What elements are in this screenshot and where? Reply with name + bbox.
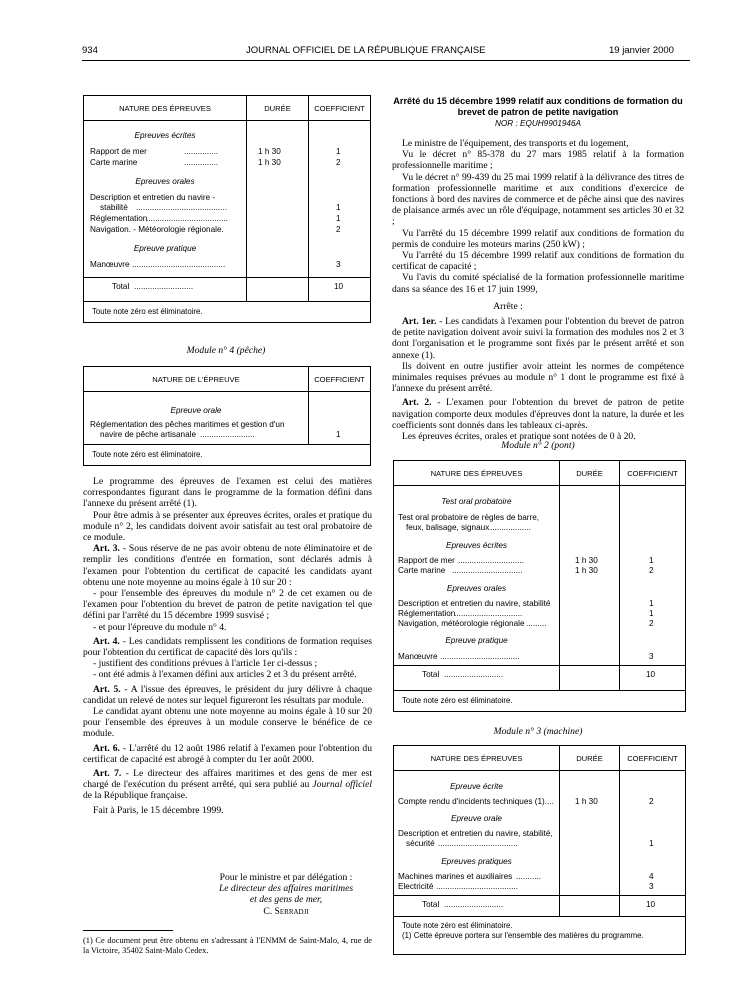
paragraph: Le candidat ayant obtenu une note moyenne au moins égale à 10 sur 20 pour l'ensemble des épreuves à un module conserve le bénéfice de ce module. xyxy=(83,706,372,740)
cell-duree: 1 h 30 xyxy=(575,556,598,565)
col-header-nature: NATURE DE L'ÉPREUVE xyxy=(84,367,308,392)
cell-duree: 1 h 30 xyxy=(575,797,598,806)
col-header-duree: DURÉE xyxy=(560,461,619,486)
article-2: Art. 2. - L'examen pour l'obtention du brevet de patron de petite navigation comporte deux modules d'épreuves dont la nature, la durée et les coefficients sont donnés dans les tableaux ci-après. xyxy=(392,397,685,431)
table-row: Manœuvre ......................................... 3 xyxy=(90,260,341,269)
cell-label: sécurité xyxy=(406,839,435,848)
section-heading: Epreuves écrites xyxy=(446,541,507,550)
table-row: Carte marine ............... 1 h 30 2 xyxy=(90,158,341,167)
cell-label: Rapport de mer xyxy=(90,147,147,156)
cell-duree: 1 h 30 xyxy=(575,566,598,575)
signing-place-date: Fait à Paris, le 15 décembre 1999. xyxy=(93,804,224,816)
table-continued-module xyxy=(83,95,371,323)
paragraph: Le ministre de l'équipement, des transports et du logement, xyxy=(402,138,629,149)
list-item: - pour l'ensemble des épreuves du module n° 2 de cet examen ou de l'examen pour l'obtention du brevet de patron de petite navigation tel que défini par l'arrêté du 15 décembre 1999 susvisé ; xyxy=(83,588,372,622)
table-row: navire de pêche artisanale ........................ 1 xyxy=(100,430,341,439)
paragraph: Vu l'avis du comité spécialisé de la formation professionnelle maritime dans sa séance des 16 et 17 juin 1999, xyxy=(392,272,684,295)
cell-coef: 4 xyxy=(649,872,654,881)
table-footnote: (1) Cette épreuve portera sur l'ensemble des matières du programme. xyxy=(402,930,644,940)
section-heading: Epreuve orale xyxy=(170,406,222,415)
total-label: Total xyxy=(112,282,130,291)
signatory-name: C. Serradji xyxy=(263,905,309,917)
section-heading: Epreuves écrites xyxy=(134,131,196,140)
cell-coef: 3 xyxy=(336,260,341,269)
paragraph: Ils doivent en outre justifier avoir atteint les normes de compétence minimales requises prévues au module n° 1 dont le programme est fixé à l'annexe du présent arrêté. xyxy=(392,360,684,395)
right-body-text xyxy=(392,138,684,442)
cell-coef: 2 xyxy=(336,158,341,167)
col-header-duree: DURÉE xyxy=(560,746,619,771)
article-7: Art. 7. - Le directeur des affaires maritimes et des gens de mer est chargé de l'exécution du présent arrêté, qui sera publié au Journal officiel de la République française. xyxy=(83,768,372,802)
cell-label: Manœuvre xyxy=(90,260,130,269)
col-header-coef: COEFFICIENT xyxy=(309,367,370,392)
col-header-duree: DURÉE xyxy=(247,96,308,121)
col-header-nature: NATURE DES ÉPREUVES xyxy=(84,96,246,121)
cell-coef: 1 xyxy=(336,214,341,223)
table-module2 xyxy=(393,460,686,712)
cell-label: Description et entretien du navire, stabilité xyxy=(398,599,551,608)
table-note: Toute note zéro est éliminatoire. xyxy=(402,921,513,930)
module3-caption: Module n° 3 (machine) xyxy=(493,726,583,737)
table-note: Toute note zéro est éliminatoire. xyxy=(394,690,685,711)
cell-label: Réglementation xyxy=(398,609,456,618)
section-heading: Epreuve écrite xyxy=(450,782,503,791)
table-row: sécurité ................................... 1 xyxy=(406,839,654,848)
col-header-coef: COEFFICIENT xyxy=(309,96,370,121)
journal-title: JOURNAL OFFICIEL DE LA RÉPUBLIQUE FRANÇAISE xyxy=(246,45,486,56)
table-notes xyxy=(394,916,685,953)
total-value: 10 xyxy=(646,670,656,679)
cell-label: stabilité xyxy=(100,203,128,212)
section-heading: Epreuve pratique xyxy=(133,244,197,253)
cell-duree: 1 h 30 xyxy=(258,147,281,156)
article-6: Art. 6. - L'arrêté du 12 août 1986 relatif à l'examen pour l'obtention du certificat de capacité est abrogé à compter du 1er août 2000. xyxy=(83,742,373,765)
paragraph: Vu l'arrêté du 15 décembre 1999 relatif aux conditions de formation du certificat de capacité ; xyxy=(392,250,684,273)
table-module4 xyxy=(83,366,371,466)
table-row: Carte marine ............................... 1 h 30 2 xyxy=(398,566,654,575)
signature-line: et des gens de mer, xyxy=(249,894,323,906)
table-row: feux, balisage, signaux .................. xyxy=(406,523,531,532)
cell-label: Navigation, météorologie régionale xyxy=(398,619,525,628)
col-header-coef: COEFFICIENT xyxy=(620,746,685,771)
paragraph: Vu le décret n° 99-439 du 25 mai 1999 relatif à la délivrance des titres de formation professionnelle maritime et aux conditions d'exercice de fonctions à bord des navires de commerce et de pêche ainsi que des navires de plaisance armés avec un rôle d'équipage, notamment ses articles 30 et 32 ; xyxy=(392,171,684,228)
cell-coef: 1 xyxy=(336,147,341,156)
issue-date: 19 janvier 2000 xyxy=(609,45,674,56)
table-note: Toute note zéro est éliminatoire. xyxy=(84,444,370,465)
table-row: Machines marines et auxiliaires ........... 4 xyxy=(398,872,654,881)
list-item: - et pour l'épreuve du module n° 4. xyxy=(93,621,227,633)
signature-block xyxy=(200,872,372,917)
header-rule xyxy=(82,60,690,61)
cell-coef: 2 xyxy=(649,566,654,575)
table-row: Réglementation .................................... 1 xyxy=(90,214,341,223)
cell-coef: 1 xyxy=(649,556,654,565)
cell-label: Description et entretien du navire - xyxy=(90,193,216,202)
total-value: 10 xyxy=(646,900,656,909)
cell-label: Compte rendu d'incidents techniques (1).... xyxy=(398,797,554,806)
nor-reference: NOR : EQUH9901946A xyxy=(494,119,581,128)
col-header-coef: COEFFICIENT xyxy=(620,461,685,486)
cell-coef: 1 xyxy=(649,839,654,848)
footnote-rule xyxy=(83,930,173,931)
table-row: Electricité .................................... 3 xyxy=(398,882,654,891)
cell-label: Electricité xyxy=(398,882,434,891)
table-row: stabilité ........................................ 1 xyxy=(100,203,341,212)
signature-line: Pour le ministre et par délégation : xyxy=(219,872,353,883)
table-module3 xyxy=(393,745,686,955)
cell-coef: 2 xyxy=(649,797,654,806)
cell-label: Machines marines et auxiliaires xyxy=(398,872,513,881)
section-heading: Epreuve orale xyxy=(451,814,502,823)
cell-coef: 1 xyxy=(336,430,341,439)
article-1: Art. 1er. - Les candidats à l'examen pour l'obtention du brevet de patron de petite navigation doivent avoir suivi la formation des modules nos 2 et 3 dont l'organisation et le programme sont fixés par le présent arrêté et son annexe (1). xyxy=(392,316,684,361)
paragraph: Vu l'arrêté du 15 décembre 1999 relatif aux conditions de formation du permis de conduire les moteurs marins (250 kW) ; xyxy=(392,227,684,250)
cell-label: Carte marine xyxy=(398,566,446,575)
cell-label: feux, balisage, signaux xyxy=(406,523,490,532)
cell-coef: 1 xyxy=(336,203,341,212)
section-heading: Epreuve pratique xyxy=(445,636,508,645)
section-heading: Epreuves orales xyxy=(135,177,195,186)
table-row: Rapport de mer ............... 1 h 30 1 xyxy=(90,147,341,156)
cell-label: navire de pêche artisanale xyxy=(100,430,197,439)
paragraph: Pour être admis à se présenter aux épreuves écrites, orales et pratique du module n° 2, les candidats doivent avoir satisfait au test oral probatoire de ce module. xyxy=(83,509,372,544)
module2-caption: Module n° 2 (pont) xyxy=(501,440,575,451)
cell-label: Réglementation xyxy=(90,214,148,223)
cell-duree: 1 h 30 xyxy=(258,158,281,167)
cell-label: Rapport de mer xyxy=(398,556,455,565)
cell-label: Navigation. - Météorologie régionale. xyxy=(90,225,224,234)
article-3: Art. 3. - Sous réserve de ne pas avoir obtenu de note éliminatoire et de remplir les conditions d'entrée en formation, sont déclarés admis à l'examen pour l'obtention du certificat de capacité les candidats ayant obtenu une note moyenne au moins égale à 10 sur 20 : xyxy=(83,543,373,588)
table-row: Rapport de mer ............................. 1 h 30 1 xyxy=(398,556,654,565)
cell-label: Manœuvre xyxy=(398,652,438,661)
article-4: Art. 4. - Les candidats remplissent les conditions de formation requises pour l'obtention du certificat de capacité dès lors qu'ils : xyxy=(83,635,373,659)
page-number: 934 xyxy=(82,45,98,56)
cell-coef: 3 xyxy=(649,652,654,661)
table-row: Réglementation .............................. 1 xyxy=(398,609,654,618)
table-row: Manœuvre ................................... 3 xyxy=(398,652,654,661)
total-label: Total xyxy=(422,900,440,909)
module4-caption: Module n° 4 (pêche) xyxy=(186,345,266,356)
decree-title: Arrêté du 15 décembre 1999 relatif aux conditions de formation du brevet de patron de petite navigation xyxy=(393,96,683,117)
table-row xyxy=(84,225,370,236)
cell-label: Test oral probatoire de règles de barre, xyxy=(398,513,540,522)
table-row: Navigation, météorologie régionale ......... 2 xyxy=(398,619,654,628)
list-item: - ont été admis à l'examen défini aux articles 2 et 3 du présent arrêté. xyxy=(93,669,357,681)
paragraph: Vu le décret n° 85-378 du 27 mars 1985 relatif à la formation professionnelle maritime ; xyxy=(392,149,684,172)
total-row: Total .......................... 10 xyxy=(112,282,344,291)
signature-line: Le directeur des affaires maritimes xyxy=(218,883,354,895)
cell-coef: 1 xyxy=(649,609,654,618)
article-5: Art. 5. - A l'issue des épreuves, le président du jury délivre à chaque candidat un relevé de notes sur lequel figureront les résultats par module. xyxy=(83,683,373,706)
paragraph: Les épreuves écrites, orales et pratique sont notées de 0 à 20. xyxy=(402,431,636,443)
arrete-heading: Arrête : xyxy=(493,300,523,312)
col-header-nature: NATURE DES ÉPREUVES xyxy=(394,461,559,486)
cell-coef: 3 xyxy=(649,882,654,891)
paragraph: Le programme des épreuves de l'examen est celui des matières correspondantes figurant dans le programme de la formation défini dans l'annexe du présent arrêté (1). xyxy=(83,476,372,510)
cell-label: Description et entretien du navire, stabilité, xyxy=(398,829,553,838)
total-label: Total xyxy=(422,670,440,679)
section-heading: Test oral probatoire xyxy=(441,497,512,506)
section-heading: Epreuves pratiques xyxy=(441,857,512,866)
cell-label: Carte marine xyxy=(90,158,138,167)
footnote: (1) Ce document peut être obtenu en s'adressant à l'ENMM de Saint-Malo, 4, rue de la Victoire, 35402 Saint-Malo Cedex. xyxy=(83,936,372,955)
section-heading: Epreuves orales xyxy=(446,584,507,593)
cell-label: Réglementation des pêches maritimes et gestion d'un xyxy=(90,420,285,429)
cell-coef: 2 xyxy=(336,225,341,234)
total-row: Total .......................... 10 xyxy=(422,670,656,679)
total-row: Total .......................... 10 xyxy=(422,900,656,909)
col-header-nature: NATURE DES ÉPREUVES xyxy=(394,746,559,771)
table-note: Toute note zéro est éliminatoire. xyxy=(84,301,370,322)
cell-coef: 2 xyxy=(649,619,654,628)
left-body-text xyxy=(83,476,372,816)
list-item: - justifient des conditions prévues à l'article 1er ci-dessus ; xyxy=(93,658,318,670)
total-value: 10 xyxy=(334,282,344,291)
table-row xyxy=(394,797,685,808)
cell-coef: 1 xyxy=(649,599,654,608)
